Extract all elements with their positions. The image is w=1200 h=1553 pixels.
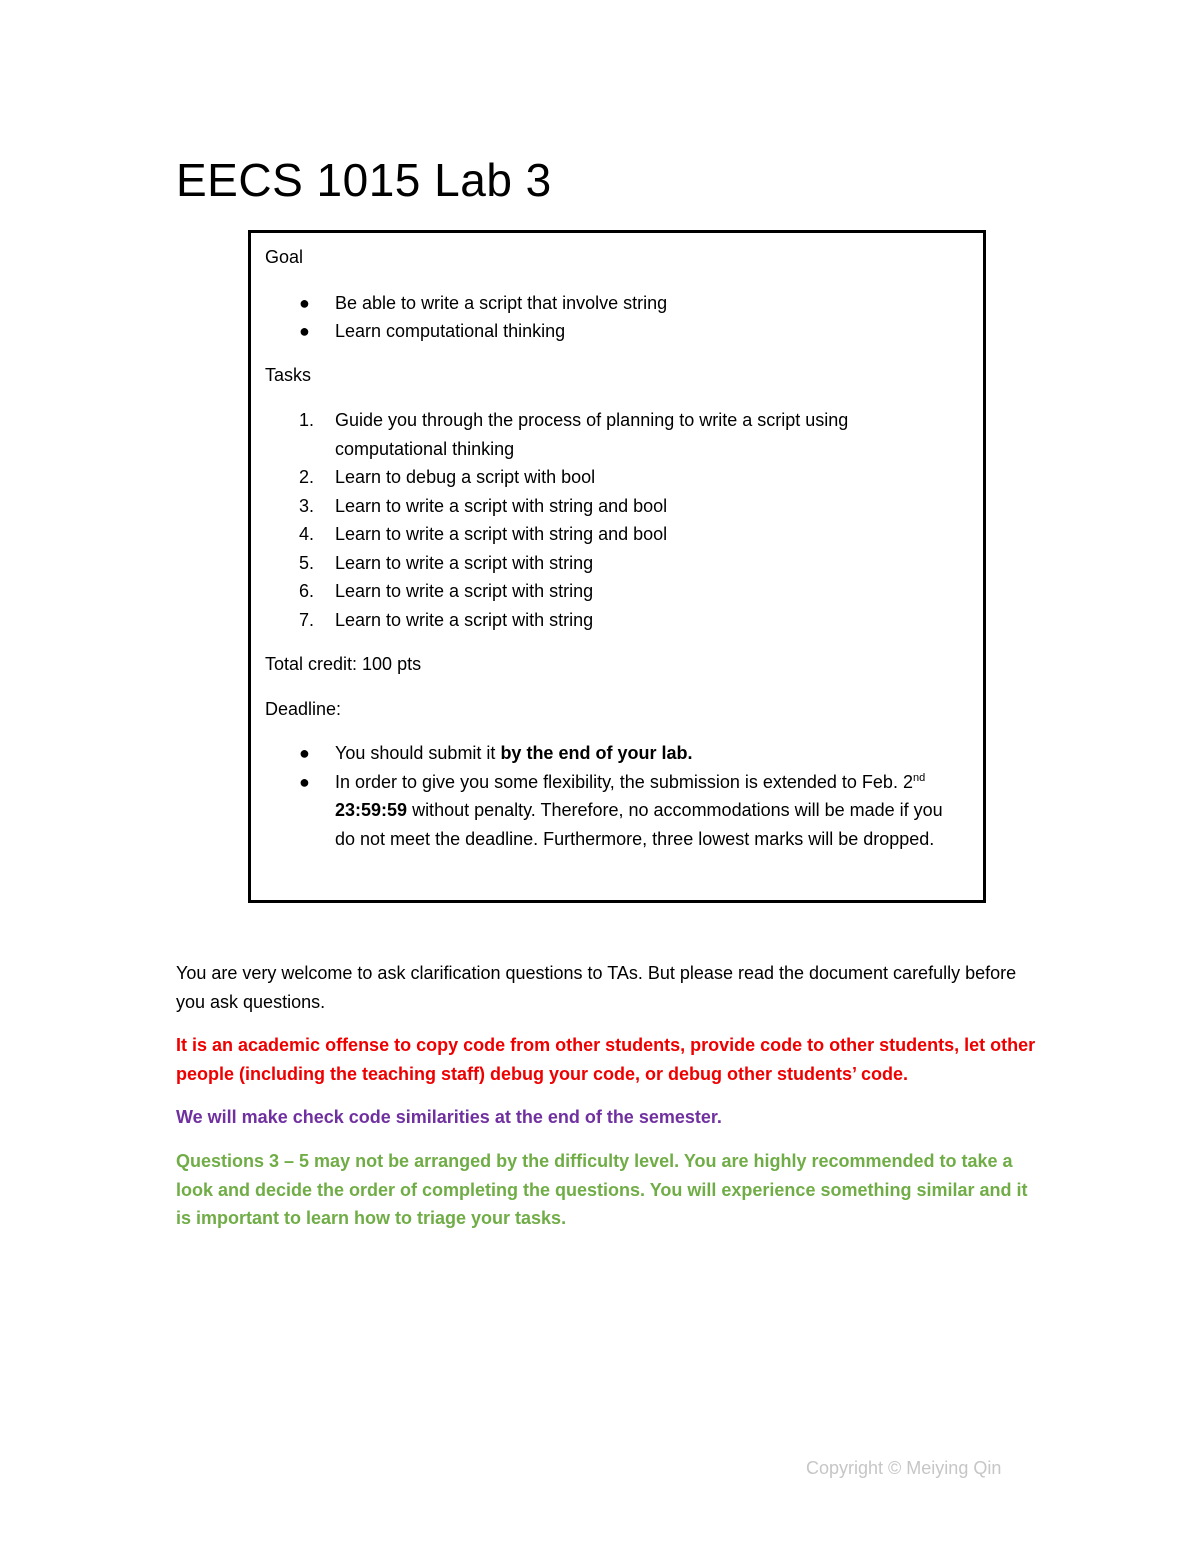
deadline-item-emphasis: by the end of your lab. xyxy=(500,743,693,763)
goal-item-text: Learn computational thinking xyxy=(335,321,566,341)
task-text: Learn to write a script with string and bool xyxy=(335,524,668,544)
clarification-paragraph: You are very welcome to ask clarification questions to TAs. But please read the document carefully before you ask questions. xyxy=(176,963,1017,1012)
similarity-check-notice: We will make check code similarities at the end of the semester. xyxy=(176,1107,722,1127)
task-number: 2. xyxy=(299,467,315,487)
task-text: Guide you through the process of planning to write a script using computational thinking xyxy=(335,410,849,459)
list-item xyxy=(265,606,965,635)
list-item xyxy=(265,768,965,854)
page-title: EECS 1015 Lab 3 xyxy=(176,154,552,206)
deadline-item-text: You should submit it xyxy=(335,743,501,763)
deadline-heading: Deadline: xyxy=(265,698,342,719)
bullet-icon: ● xyxy=(299,292,310,313)
lab-summary-content xyxy=(265,243,965,853)
list-item xyxy=(265,406,965,463)
bullet-icon: ● xyxy=(299,321,310,341)
academic-offense-warning: It is an academic offense to copy code from other students, provide code to other students, let other people (including the teaching staff) debug your code, or debug other students’ code. xyxy=(176,1035,1036,1084)
list-item xyxy=(265,520,965,549)
goal-item-text: Be able to write a script that involve string xyxy=(335,292,668,313)
goal-heading: Goal xyxy=(265,247,304,267)
deadline-item-text: In order to give you some flexibility, the submission is extended to Feb. 2 xyxy=(335,771,913,792)
list-item xyxy=(265,289,965,318)
task-text: Learn to write a script with string xyxy=(335,581,594,601)
deadline-item-text-cont: without penalty. Therefore, no accommodations will be made if you do not meet the deadline. Furthermore, three lowest marks will be dropped. xyxy=(335,800,943,849)
deadline-list xyxy=(265,739,965,853)
task-text: Learn to debug a script with bool xyxy=(335,467,596,487)
list-item xyxy=(265,317,965,346)
tasks-list xyxy=(265,406,965,634)
list-item xyxy=(265,549,965,578)
task-text: Learn to write a script with string xyxy=(335,552,594,573)
bullet-icon: ● xyxy=(299,743,310,763)
bullet-icon: ● xyxy=(299,771,310,792)
task-number: 5. xyxy=(299,552,315,573)
list-item xyxy=(265,739,965,768)
lab-summary-box xyxy=(248,230,986,903)
question-order-notice: Questions 3 – 5 may not be arranged by the difficulty level. You are highly recommended to take a look and decide the order of completing the questions. You will experience something similar and it is important to learn how to triage your tasks. xyxy=(176,1151,1028,1228)
date-ordinal-suffix: nd xyxy=(912,771,926,784)
list-item xyxy=(265,577,965,606)
task-text: Learn to write a script with string and bool xyxy=(335,495,668,516)
task-number: 4. xyxy=(299,524,315,544)
task-number: 6. xyxy=(299,581,315,601)
copyright-footer: Copyright © Meiying Qin xyxy=(806,1458,1002,1478)
task-text: Learn to write a script with string xyxy=(335,609,594,630)
list-item xyxy=(265,492,965,521)
total-credit: Total credit: 100 pts xyxy=(265,654,422,674)
task-number: 1. xyxy=(299,410,315,430)
list-item xyxy=(265,463,965,492)
tasks-heading: Tasks xyxy=(265,364,312,385)
goal-list xyxy=(265,289,965,346)
deadline-time: 23:59:59 xyxy=(335,800,408,820)
task-number: 7. xyxy=(299,609,315,630)
task-number: 3. xyxy=(299,495,315,516)
